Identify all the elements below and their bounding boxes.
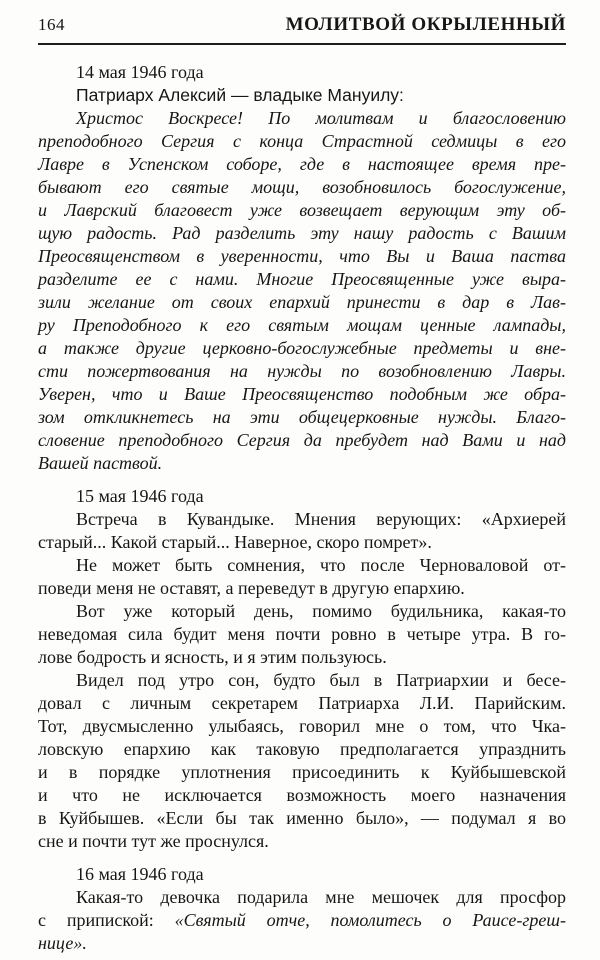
letter-line: зили желание от своих епархий принести в дар в Лав- (38, 292, 566, 312)
text-line: в Куйбышев. «Если бы так именно было», — подумал я во (38, 808, 566, 828)
entry-date: 16 мая 1946 года (76, 864, 204, 884)
text-line: поведи меня не оставят, а переведут в другую епархию. (38, 578, 465, 598)
letter-line: разделите ее с нами. Многие Преосвященные уже выра- (38, 269, 566, 289)
entry-date: 14 мая 1946 года (76, 62, 204, 82)
letter-line: бывают его святые мощи, возобновилось богослужение, (38, 177, 566, 197)
text-line: старый... Какой старый... Наверное, скоро помрет». (38, 532, 432, 552)
diary-entry-may-14 (38, 61, 566, 475)
page-header (38, 14, 566, 45)
entry-date: 15 мая 1946 года (76, 486, 204, 506)
letter-line: Лавре в Успенском соборе, где в настоящее время пре- (38, 154, 566, 174)
paragraph (38, 508, 566, 554)
text-line: Не может быть сомнения, что после Черноваловой от- (76, 555, 566, 575)
text-line: Вот уже который день, помимо будильника, какая-то (76, 601, 566, 621)
letter-line: щую радость. Рад разделить эту нашу радость с Вашим (38, 223, 566, 243)
paragraph (38, 886, 566, 955)
letter-line: и Лаврский благовест уже возвещает верующим эту об- (38, 200, 566, 220)
text-line: ловскую епархию как таковую предполагается упразднить (38, 739, 566, 759)
text-line: Тот, двусмысленно улыбаясь, говорил мне о том, что Чка- (38, 716, 566, 736)
letter-salutation: Патриарх Алексий — владыке Мануилу: (76, 85, 404, 105)
running-title: МОЛИТВОЙ ОКРЫЛЕННЫЙ (285, 14, 566, 35)
diary-entry-may-15 (38, 485, 566, 853)
letter-line: зом откликнетесь на эти общецерковные нужды. Благо- (38, 407, 566, 427)
text-line: довал с личным секретарем Патриарха Л.И. Парийским. (38, 693, 566, 713)
paragraph (38, 554, 566, 600)
text-line: нице». (38, 933, 87, 953)
text-line: неведомая сила будит меня почти ровно в четыре утра. В го- (38, 624, 566, 644)
page-number: 164 (38, 15, 65, 34)
text-line: Видел под утро сон, будто был в Патриархии и бесе- (76, 670, 566, 690)
letter-line: Уверен, что и Ваше Преосвященство подобным же обра- (38, 384, 566, 404)
inline-italic: «Святый отче, помолитесь о Раисе-греш- (174, 910, 566, 930)
letter-line: сти пожертвования на нужды по возобновлению Лавры. (38, 361, 566, 381)
diary-entry-may-16 (38, 863, 566, 955)
text-line: Встреча в Кувандыке. Мнения верующих: «Архиерей (76, 509, 566, 529)
paragraph (38, 600, 566, 669)
letter-line: Вашей паствой. (38, 453, 163, 473)
letter-line: словение преподобного Сергия да пребудет над Вами и над (38, 430, 566, 450)
letter-line: преподобного Сергия с конца Страстной седмицы в его (38, 131, 566, 151)
text-line (38, 909, 566, 932)
page-body (38, 61, 566, 955)
letter-line: ру Преподобного к его святым мощам ценные лампады, (38, 315, 566, 335)
paragraph (38, 669, 566, 853)
text-line: лове бодрость и ясность, и я этим пользуюсь. (38, 647, 387, 667)
letter-line: Христос Воскресе! По молитвам и благословению (76, 108, 566, 128)
inline-roman: с припиской: (38, 910, 175, 930)
text-line: сне и почти тут же проснулся. (38, 831, 269, 851)
text-line: Какая-то девочка подарила мне мешочек для просфор (76, 887, 566, 907)
letter-line: Преосвященством в уверенности, что Вы и Ваша паства (38, 246, 566, 266)
letter-paragraph (38, 107, 566, 475)
letter-line: а также другие церковно-богослужебные предметы и вне- (38, 338, 566, 358)
text-line: и в порядке уплотнения присоединить к Куйбышевской (38, 762, 566, 782)
text-line: и что не исключается возможность моего назначения (38, 785, 566, 805)
